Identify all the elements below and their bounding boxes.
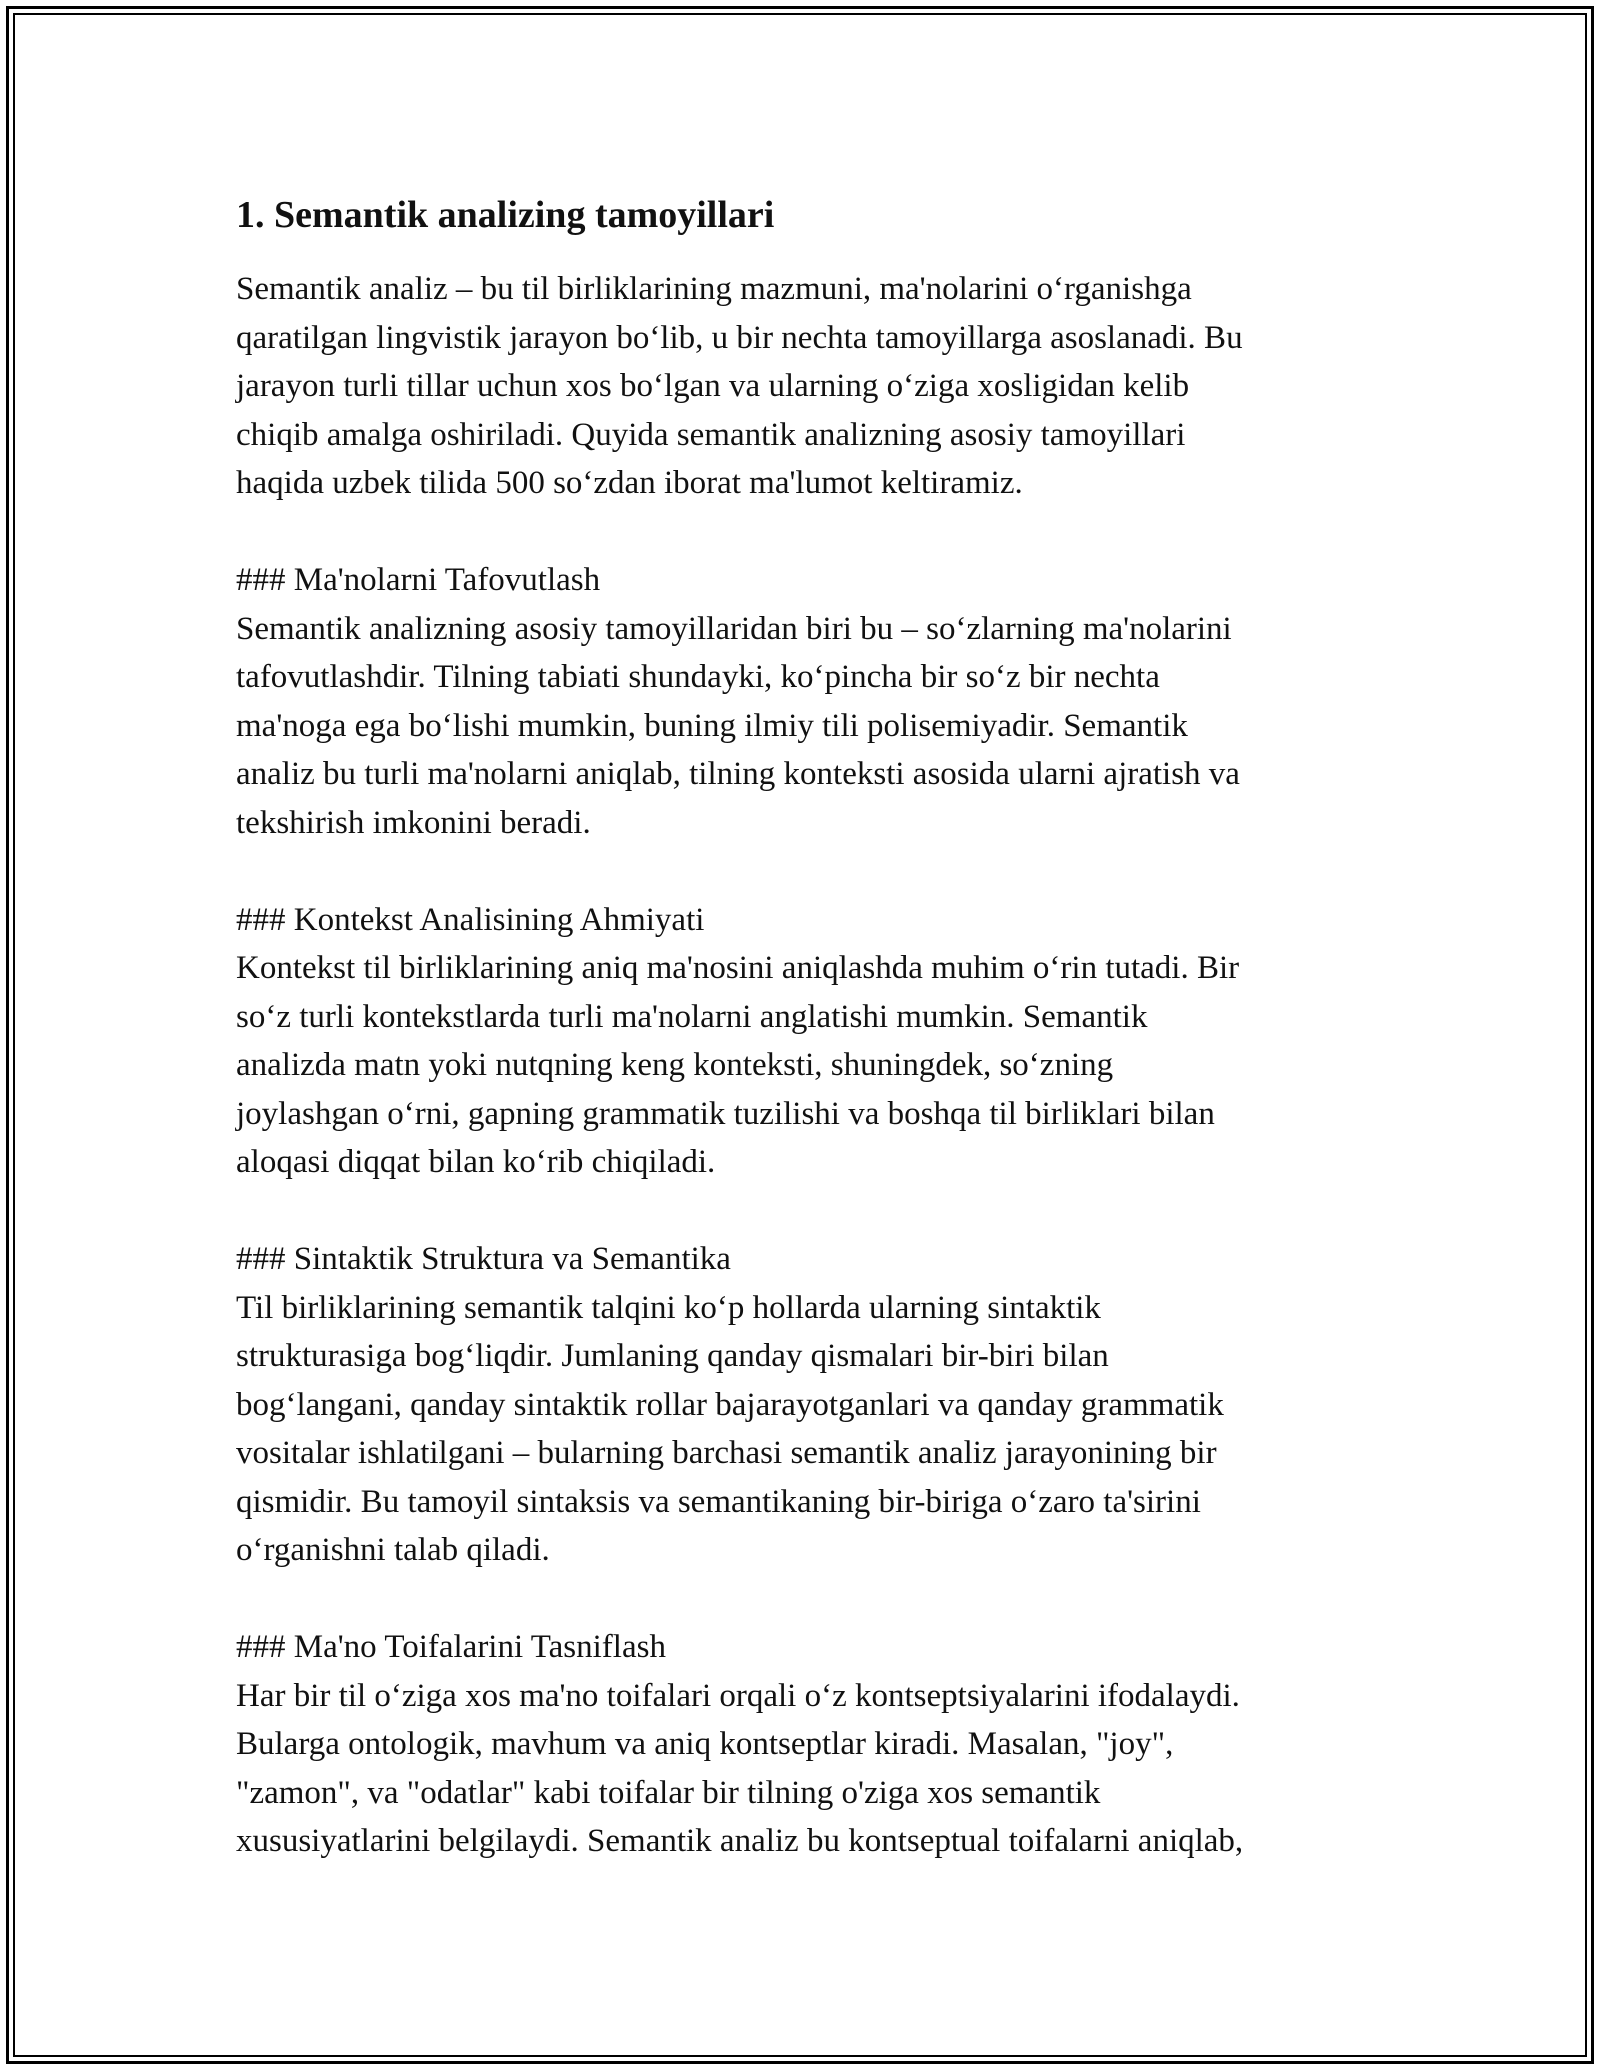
section-title: ### Ma'nolarni Tafovutlash — [236, 562, 601, 598]
section-meaning-distinction — [236, 556, 1366, 847]
section-meaning-categories — [236, 1623, 1366, 1866]
section-syntactic-structure — [236, 1235, 1366, 1575]
intro-paragraph: Semantik analiz – bu til birliklarining mazmuni, ma'nolarini o‘rganishga qaratilgan lingvistik jarayon bo‘lib, u bir nechta tamoyillarga asoslanadi. Bu jarayon turli tillar uchun xos bo‘lgan va ularning o‘ziga xosligidan kelib chiqib amalga oshiriladi. Quyida semantik analizning asosiy tamoyillari haqida uzbek tilida 500 so‘zdan iborat ma'lumot keltiramiz. — [236, 271, 1243, 501]
section-title: ### Kontekst Analisining Ahmiyati — [236, 901, 705, 938]
document-heading: 1. Semantik analizing tamoyillari — [236, 194, 775, 236]
section-body: Til birliklarining semantik talqini ko‘p hollarda ularning sintaktik strukturasiga bog‘liqdir. Jumlaning qanday qismalari bir-biri bilan bog‘langani, qanday sintaktik rollar bajarayotganlari va qanday grammatik vositalar ishlatilgani – bularning barchasi semantik analiz jarayonining bir qismidir. Bu tamoyil sintaksis va semantikaning bir-biriga o‘zaro ta'sirini o‘rganishni talab qiladi. — [236, 1289, 1224, 1568]
section-title: ### Ma'no Toifalarini Tasniflash — [236, 1629, 666, 1665]
section-body: Har bir til o‘ziga xos ma'no toifalari orqali o‘z kontseptsiyalarini ifodalaydi. Bularga ontologik, mavhum va aniq kontseptlar kiradi. Masalan, "joy", "zamon", va "odatlar" kabi toifalar bir tilning o'ziga xos semantik xususiyatlarini belgilaydi. Semantik analiz bu kontseptual toifalarni aniqlab, — [236, 1677, 1244, 1859]
section-context-analysis — [236, 896, 1366, 1187]
section-body: Kontekst til birliklarining aniq ma'nosini aniqlashda muhim o‘rin tutadi. Bir so‘z turli kontekstlarda turli ma'nolarni anglatishi mumkin. Semantik analizda matn yoki nutqning keng konteksti, shuningdek, so‘zning joylashgan o‘rni, gapning grammatik tuzilishi va boshqa til birliklari bilan aloqasi diqqat bilan ko‘rib chiqiladi. — [236, 950, 1240, 1180]
section-title: ### Sintaktik Struktura va Semantika — [236, 1241, 731, 1277]
section-body: Semantik analizning asosiy tamoyillaridan biri bu – so‘zlarning ma'nolarini tafovutlashdir. Tilning tabiati shundayki, ko‘pincha bir so‘z bir nechta ma'noga ega bo‘lishi mumkin, buning ilmiy tili polisemiyadir. Semantik analiz bu turli ma'nolarni aniqlab, tilning konteksti asosida ularni ajratish va tekshirish imkonini beradi. — [236, 610, 1240, 841]
document-page — [236, 185, 1366, 1866]
